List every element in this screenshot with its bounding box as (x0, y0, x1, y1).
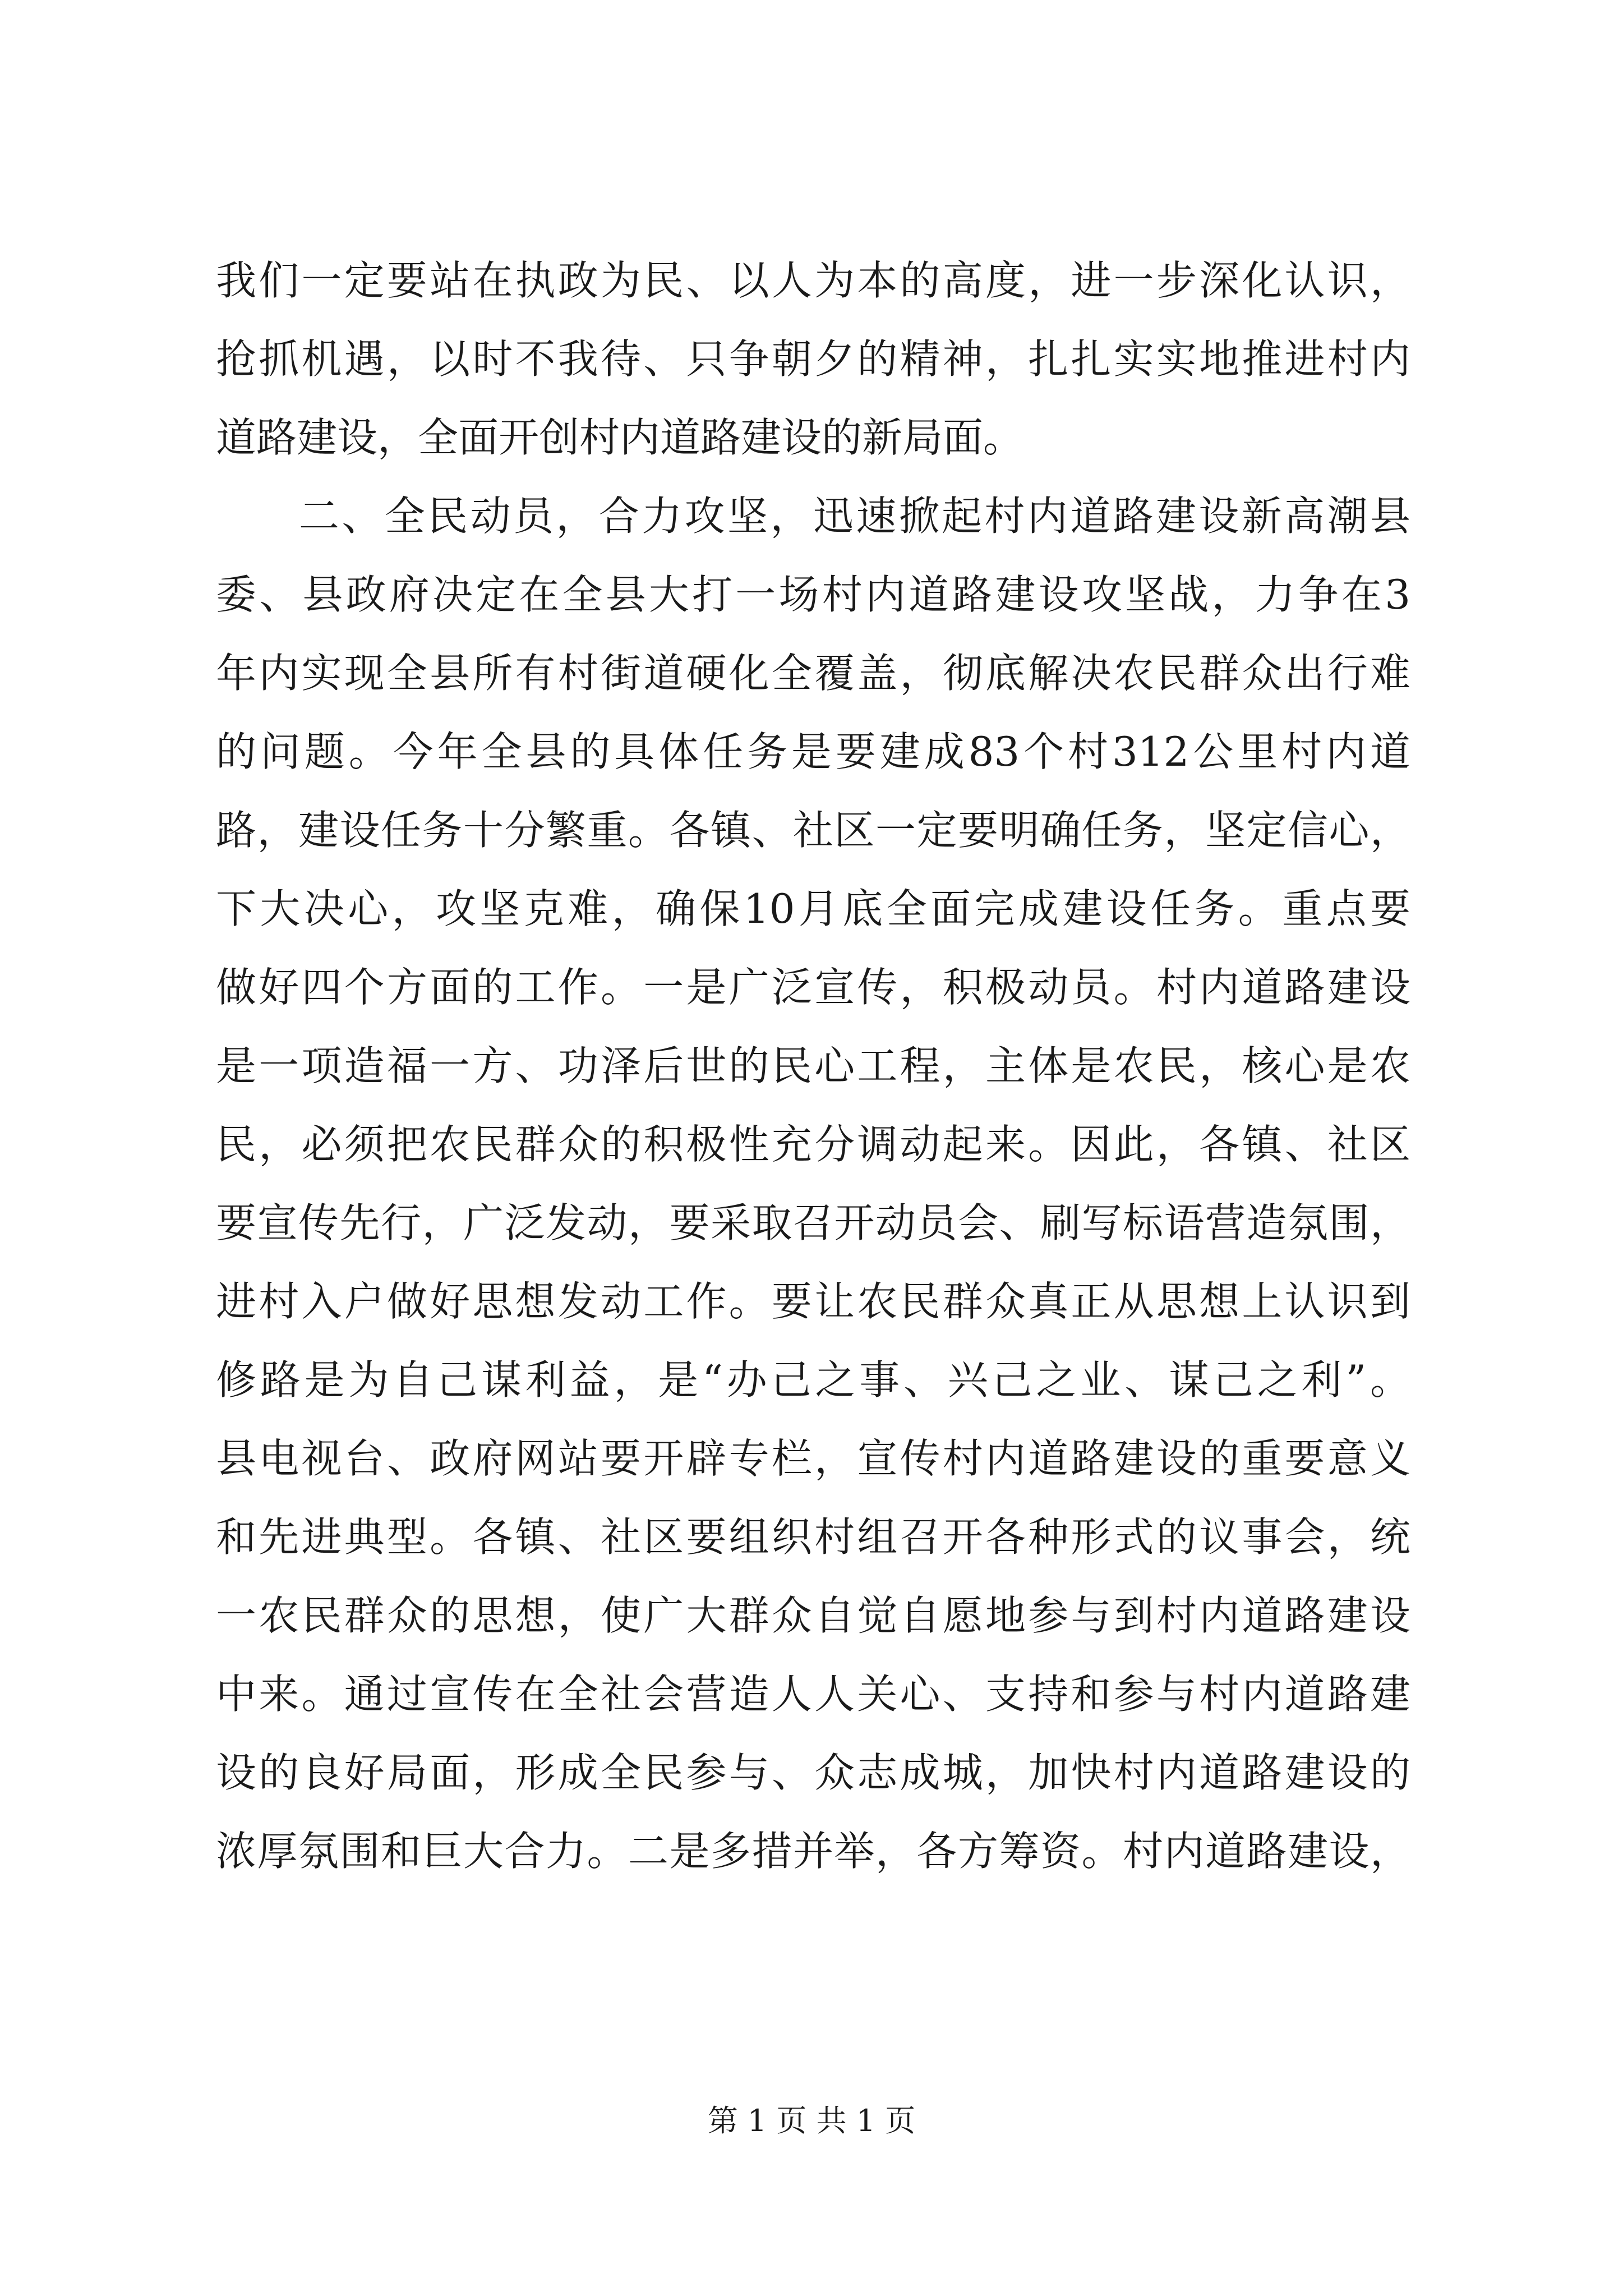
text-line: 修路是为自己谋利益，是“办己之事、兴己之业、谋己之利”。 (216, 1356, 1410, 1404)
text-line: 一农民群众的思想，使广大群众自觉自愿地参与到村内道路建设 (216, 1592, 1410, 1639)
text-line: 的问题。今年全县的具体任务是要建成83个村312公里村内道 (216, 728, 1410, 775)
text-line: 和先进典型。各镇、社区要组织村组召开各种形式的议事会，统 (216, 1513, 1410, 1561)
text-line: 是一项造福一方、功泽后世的民心工程，主体是农民，核心是农 (216, 1042, 1410, 1089)
text-line: 抢抓机遇，以时不我待、只争朝夕的精神，扎扎实实地推进村内 (216, 335, 1410, 383)
text-line: 要宣传先行，广泛发动，要采取召开动员会、刷写标语营造氛围， (216, 1199, 1410, 1246)
text-line: 路，建设任务十分繁重。各镇、社区一定要明确任务，坚定信心， (216, 807, 1410, 854)
text-line: 设的良好局面，形成全民参与、众志成城，加快村内道路建设的 (216, 1749, 1410, 1796)
text-line: 做好四个方面的工作。一是广泛宣传，积极动员。村内道路建设 (216, 964, 1410, 1011)
page-footer (0, 2097, 1623, 2140)
text-line: 浓厚氛围和巨大合力。二是多措并举，各方筹资。村内道路建设， (216, 1828, 1410, 1875)
text-line: 我们一定要站在执政为民、以人为本的高度，进一步深化认识， (216, 257, 1410, 304)
text-line: 中来。通过宣传在全社会营造人人关心、支持和参与村内道路建 (216, 1671, 1410, 1718)
text-line: 年内实现全县所有村街道硬化全覆盖，彻底解决农民群众出行难 (216, 650, 1410, 697)
page-number-label: 第 1 页 共 1 页 (707, 2103, 916, 2138)
text-line: 进村入户做好思想发动工作。要让农民群众真正从思想上认识到 (216, 1278, 1410, 1325)
text-line: 道路建设，全面开创村内道路建设的新局面。 (216, 414, 1024, 461)
document-body (216, 241, 1410, 1890)
section-heading-line: 二、全民动员，合力攻坚，迅速掀起村内道路建设新高潮县 (299, 493, 1410, 540)
text-line: 县电视台、政府网站要开辟专栏，宣传村内道路建设的重要意义 (216, 1435, 1410, 1482)
text-line: 下大决心，攻坚克难，确保10月底全面完成建设任务。重点要 (216, 885, 1410, 932)
text-line: 民，必须把农民群众的积极性充分调动起来。因此，各镇、社区 (216, 1121, 1410, 1168)
text-line: 委、县政府决定在全县大打一场村内道路建设攻坚战，力争在3 (216, 571, 1410, 618)
